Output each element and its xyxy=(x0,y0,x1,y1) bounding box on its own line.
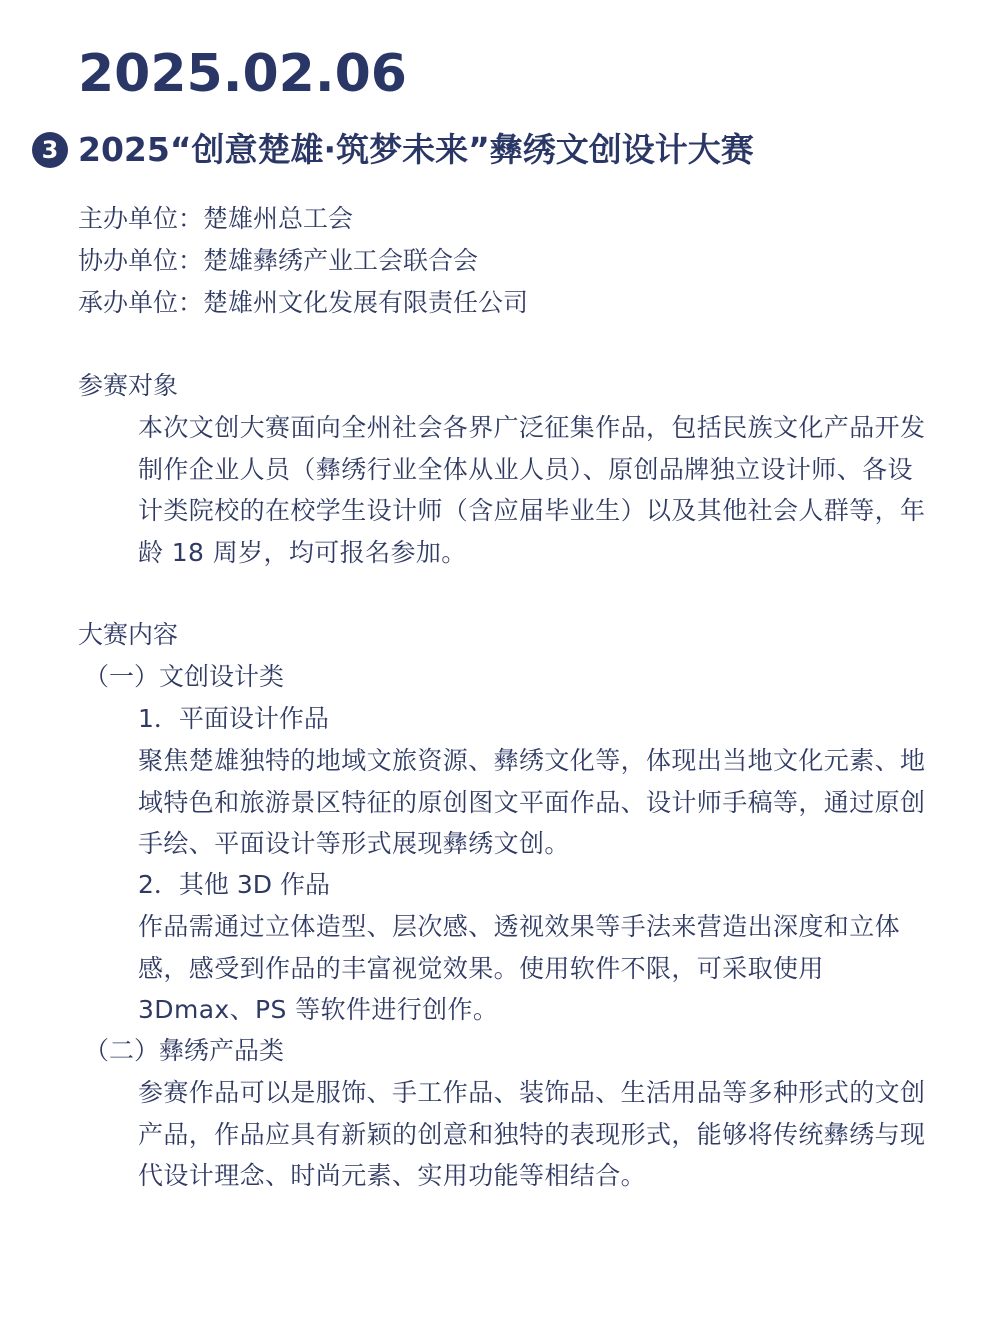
content-heading: 大赛内容 xyxy=(78,620,179,649)
category2-text: 参赛作品可以是服饰、手工作品、装饰品、生活用品等多种形式的文创产品，作品应具有新颖的创意和独特的表现形式，能够将传统彝绣与现代设计理念、时尚元素、实用功能等相结合。 xyxy=(138,1078,926,1190)
organizer-host: 主办单位：楚雄州总工会 xyxy=(78,204,354,233)
participants-text: 本次文创大赛面向全州社会各界广泛征集作品，包括民族文化产品开发制作企业人员（彝绣行业全体从业人员）、原创品牌独立设计师、各设计类院校的在校学生设计师（含应届毕业生）以及其他社会人群等，年龄 18 周岁，均可报名参加。 xyxy=(138,413,926,567)
organizer-co-host: 协办单位：楚雄彝绣产业工会联合会 xyxy=(78,246,479,275)
category2-title: （二）彝绣产品类 xyxy=(84,1036,285,1065)
date-heading: 2025.02.06 xyxy=(78,44,407,104)
section-title-row xyxy=(32,126,754,174)
category1-item2-title: 2．其他 3D 作品 xyxy=(138,870,330,899)
category1-item1-text: 聚焦楚雄独特的地域文旅资源、彝绣文化等，体现出当地文化元素、地域特色和旅游景区特征的原创图文平面作品、设计师手稿等，通过原创手绘、平面设计等形式展现彝绣文创。 xyxy=(138,746,926,858)
organizer-undertaker: 承办单位：楚雄州文化发展有限责任公司 xyxy=(78,288,529,317)
section-number-badge: 3 xyxy=(32,132,68,168)
category1-title: （一）文创设计类 xyxy=(84,662,285,691)
category1-item1-title: 1．平面设计作品 xyxy=(138,704,329,733)
participants-heading: 参赛对象 xyxy=(78,371,179,400)
category1-item2-text: 作品需通过立体造型、层次感、透视效果等手法来营造出深度和立体感，感受到作品的丰富视觉效果。使用软件不限，可采取使用3Dmax、PS 等软件进行创作。 xyxy=(138,912,901,1024)
section-title: 2025“创意楚雄·筑梦未来”彝绣文创设计大赛 xyxy=(78,130,754,169)
